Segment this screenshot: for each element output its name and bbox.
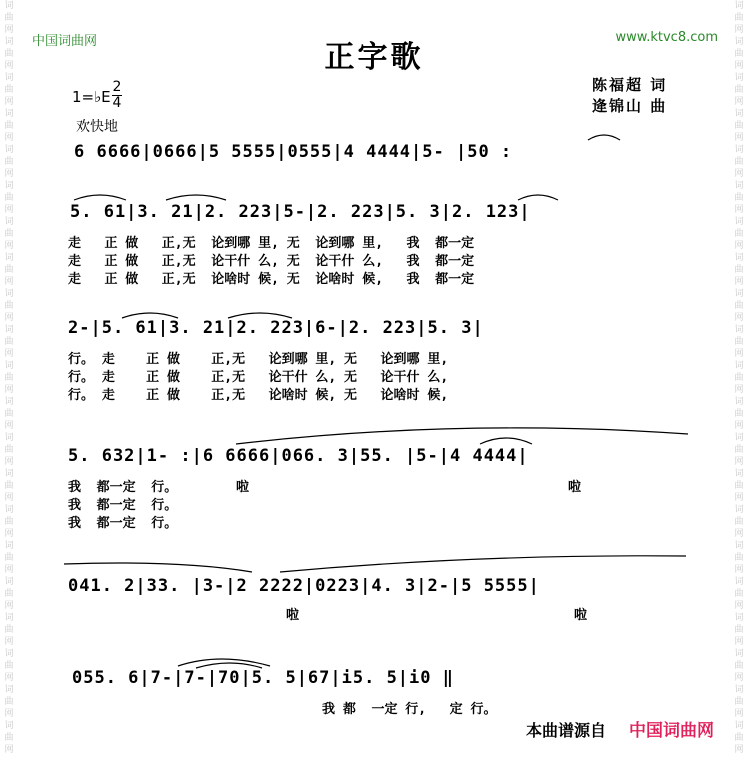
watermark-char: 词 <box>734 109 744 119</box>
la-syllable: 啦 <box>574 608 588 623</box>
watermark-char: 词 <box>734 397 744 407</box>
watermark-char: 曲 <box>734 121 744 131</box>
score-line-2 <box>60 200 690 290</box>
time-signature <box>112 80 122 111</box>
composer-credit: 逄锦山 曲 <box>592 97 668 115</box>
watermark-char: 词 <box>4 649 14 659</box>
watermark-char: 网 <box>4 205 14 215</box>
lyrics-verse-1: 行。 走 正 做 正,无 论到哪 里, 无 论到哪 里, <box>68 352 449 367</box>
watermark-char: 曲 <box>4 481 14 491</box>
watermark-char: 网 <box>734 529 744 539</box>
lyrics-verse-3: 走 正 做 正,无 论啥时 候, 无 论啥时 候, 我 都一定 <box>68 272 475 287</box>
watermark-char: 曲 <box>4 337 14 347</box>
song-title: 正字歌 <box>324 40 424 75</box>
watermark-char: 词 <box>734 181 744 191</box>
watermark-char: 曲 <box>4 373 14 383</box>
watermark-char: 网 <box>4 709 14 719</box>
tempo-marking: 欢快地 <box>76 119 118 135</box>
watermark-char: 词 <box>4 469 14 479</box>
watermark-char: 曲 <box>734 373 744 383</box>
watermark-char: 词 <box>4 433 14 443</box>
time-signature-bottom: 4 <box>112 95 122 111</box>
watermark-char: 网 <box>734 493 744 503</box>
watermark-char: 曲 <box>4 409 14 419</box>
score-notes: 041. 2|33. |3-|2 2222|0223|4. 3|2-|5 5555| <box>68 576 540 596</box>
time-signature-top: 2 <box>112 79 122 95</box>
watermark-char: 网 <box>734 97 744 107</box>
watermark-char: 曲 <box>734 625 744 635</box>
watermark-char: 网 <box>734 421 744 431</box>
key-signature: 1=♭E <box>72 88 111 106</box>
score-line-1 <box>60 140 690 170</box>
watermark-char: 曲 <box>734 697 744 707</box>
watermark-char: 网 <box>4 385 14 395</box>
watermark-char: 词 <box>4 721 14 731</box>
watermark-char: 曲 <box>734 337 744 347</box>
watermark-char: 词 <box>4 37 14 47</box>
watermark-char: 曲 <box>4 697 14 707</box>
watermark-char: 曲 <box>4 301 14 311</box>
score-notes: 055. 6|7-|7-|70|5. 5|67|i5. 5|i0 ‖ <box>72 668 454 688</box>
lyrics-verse-1: 我 都一定 行。 <box>68 480 178 495</box>
watermark-char: 曲 <box>734 193 744 203</box>
watermark-char: 网 <box>734 169 744 179</box>
watermark-char: 词 <box>734 469 744 479</box>
watermark-char: 曲 <box>734 553 744 563</box>
watermark-char: 网 <box>4 97 14 107</box>
watermark-char: 网 <box>734 601 744 611</box>
watermark-char: 词 <box>4 253 14 263</box>
watermark-char: 网 <box>4 565 14 575</box>
watermark-char: 网 <box>4 493 14 503</box>
score-line-6 <box>60 666 690 716</box>
watermark-char: 网 <box>4 349 14 359</box>
watermark-char: 曲 <box>734 517 744 527</box>
lyrics-verse-3: 我 都一定 行。 <box>68 516 178 531</box>
watermark-char: 曲 <box>734 157 744 167</box>
watermark-char: 词 <box>734 361 744 371</box>
watermark-char: 网 <box>4 601 14 611</box>
watermark-char: 词 <box>4 361 14 371</box>
score-notes: 2-|5. 61|3. 21|2. 223|6-|2. 223|5. 3| <box>68 318 484 338</box>
watermark-char: 曲 <box>4 733 14 743</box>
lyrics-verse-2: 行。 走 正 做 正,无 论干什 么, 无 论干什 么, <box>68 370 449 385</box>
watermark-char: 曲 <box>734 445 744 455</box>
watermark-char: 曲 <box>4 265 14 275</box>
score-notes: 5. 632|1- :|6 6666|066. 3|55. |5-|4 4444| <box>68 446 529 466</box>
watermark-char: 词 <box>4 1 14 11</box>
watermark-char: 曲 <box>4 229 14 239</box>
score-line-3 <box>60 316 690 406</box>
watermark-char: 词 <box>734 613 744 623</box>
watermark-char: 词 <box>4 181 14 191</box>
watermark-char: 词 <box>4 145 14 155</box>
watermark-char: 曲 <box>4 85 14 95</box>
watermark-char: 词 <box>734 577 744 587</box>
watermark-char: 网 <box>4 457 14 467</box>
watermark-char: 词 <box>4 685 14 695</box>
watermark-char: 词 <box>734 253 744 263</box>
watermark-char: 网 <box>734 241 744 251</box>
lyrics-verse-3: 行。 走 正 做 正,无 论啥时 候, 无 论啥时 候, <box>68 388 449 403</box>
watermark-char: 曲 <box>4 517 14 527</box>
watermark-char: 词 <box>4 397 14 407</box>
watermark-char: 词 <box>734 325 744 335</box>
watermark-char: 词 <box>4 577 14 587</box>
watermark-char: 网 <box>734 673 744 683</box>
la-syllable: 啦 <box>236 480 250 495</box>
watermark-char: 曲 <box>4 625 14 635</box>
score-notes: 5. 61|3. 21|2. 223|5-|2. 223|5. 3|2. 123| <box>70 202 531 222</box>
watermark-char: 词 <box>734 541 744 551</box>
lyricist-credit: 陈福超 词 <box>592 76 668 94</box>
watermark-char: 词 <box>734 685 744 695</box>
watermark-char: 词 <box>4 325 14 335</box>
site-watermark-right: www.ktvc8.com <box>615 30 718 45</box>
watermark-char: 词 <box>734 217 744 227</box>
watermark-char: 网 <box>4 277 14 287</box>
watermark-char: 曲 <box>734 733 744 743</box>
lyrics-verse-2: 走 正 做 正,无 论干什 么, 无 论干什 么, 我 都一定 <box>68 254 475 269</box>
lyrics-ending: 我 都 一定 行, 定 行。 <box>322 702 497 717</box>
watermark-left-column <box>2 0 16 766</box>
watermark-right-column <box>732 0 746 766</box>
lyrics-verse-2: 我 都一定 行。 <box>68 498 178 513</box>
watermark-char: 网 <box>4 313 14 323</box>
score-line-4 <box>60 444 690 534</box>
watermark-char: 网 <box>4 745 14 755</box>
watermark-char: 网 <box>734 565 744 575</box>
watermark-char: 词 <box>4 505 14 515</box>
watermark-char: 词 <box>734 721 744 731</box>
watermark-char: 曲 <box>734 85 744 95</box>
watermark-char: 曲 <box>734 661 744 671</box>
watermark-char: 曲 <box>4 157 14 167</box>
watermark-char: 网 <box>734 637 744 647</box>
watermark-char: 网 <box>734 457 744 467</box>
watermark-char: 词 <box>4 109 14 119</box>
watermark-char: 词 <box>4 289 14 299</box>
score-line-5 <box>60 574 690 624</box>
watermark-char: 曲 <box>734 301 744 311</box>
watermark-char: 曲 <box>4 553 14 563</box>
la-syllable: 啦 <box>568 480 582 495</box>
watermark-char: 网 <box>734 313 744 323</box>
watermark-char: 网 <box>734 205 744 215</box>
watermark-char: 网 <box>4 61 14 71</box>
watermark-char: 网 <box>734 61 744 71</box>
watermark-char: 词 <box>4 73 14 83</box>
watermark-char: 词 <box>4 541 14 551</box>
watermark-char: 曲 <box>4 13 14 23</box>
watermark-char: 网 <box>734 349 744 359</box>
watermark-char: 网 <box>734 277 744 287</box>
watermark-char: 曲 <box>4 445 14 455</box>
watermark-char: 曲 <box>4 589 14 599</box>
source-label: 本曲谱源自 <box>525 721 606 740</box>
watermark-char: 词 <box>734 1 744 11</box>
watermark-char: 曲 <box>734 409 744 419</box>
la-syllable: 啦 <box>286 608 300 623</box>
watermark-char: 网 <box>4 637 14 647</box>
watermark-char: 词 <box>734 37 744 47</box>
watermark-char: 词 <box>734 289 744 299</box>
watermark-char: 网 <box>734 133 744 143</box>
watermark-char: 曲 <box>4 193 14 203</box>
watermark-char: 网 <box>4 529 14 539</box>
watermark-char: 曲 <box>734 481 744 491</box>
watermark-char: 曲 <box>4 49 14 59</box>
watermark-char: 词 <box>734 505 744 515</box>
score-notes: 6 6666|0666|5 5555|0555|4 4444|5- |50 : <box>74 142 513 162</box>
watermark-char: 网 <box>734 709 744 719</box>
watermark-char: 词 <box>4 613 14 623</box>
watermark-char: 曲 <box>734 265 744 275</box>
watermark-char: 词 <box>734 145 744 155</box>
source-site: 中国词曲网 <box>629 721 714 741</box>
watermark-char: 网 <box>4 133 14 143</box>
watermark-char: 网 <box>4 241 14 251</box>
watermark-char: 曲 <box>734 13 744 23</box>
watermark-char: 词 <box>734 73 744 83</box>
site-watermark-left: 中国词曲网 <box>32 34 98 49</box>
watermark-char: 曲 <box>4 121 14 131</box>
watermark-char: 网 <box>4 421 14 431</box>
watermark-char: 词 <box>4 217 14 227</box>
watermark-char: 曲 <box>734 589 744 599</box>
watermark-char: 网 <box>734 745 744 755</box>
watermark-char: 词 <box>734 649 744 659</box>
watermark-char: 网 <box>734 385 744 395</box>
lyrics-verse-1: 走 正 做 正,无 论到哪 里, 无 论到哪 里, 我 都一定 <box>68 236 475 251</box>
watermark-char: 网 <box>4 169 14 179</box>
watermark-char: 网 <box>4 25 14 35</box>
watermark-char: 曲 <box>734 49 744 59</box>
watermark-char: 词 <box>734 433 744 443</box>
watermark-char: 网 <box>4 673 14 683</box>
watermark-char: 曲 <box>4 661 14 671</box>
watermark-char: 曲 <box>734 229 744 239</box>
watermark-char: 网 <box>734 25 744 35</box>
